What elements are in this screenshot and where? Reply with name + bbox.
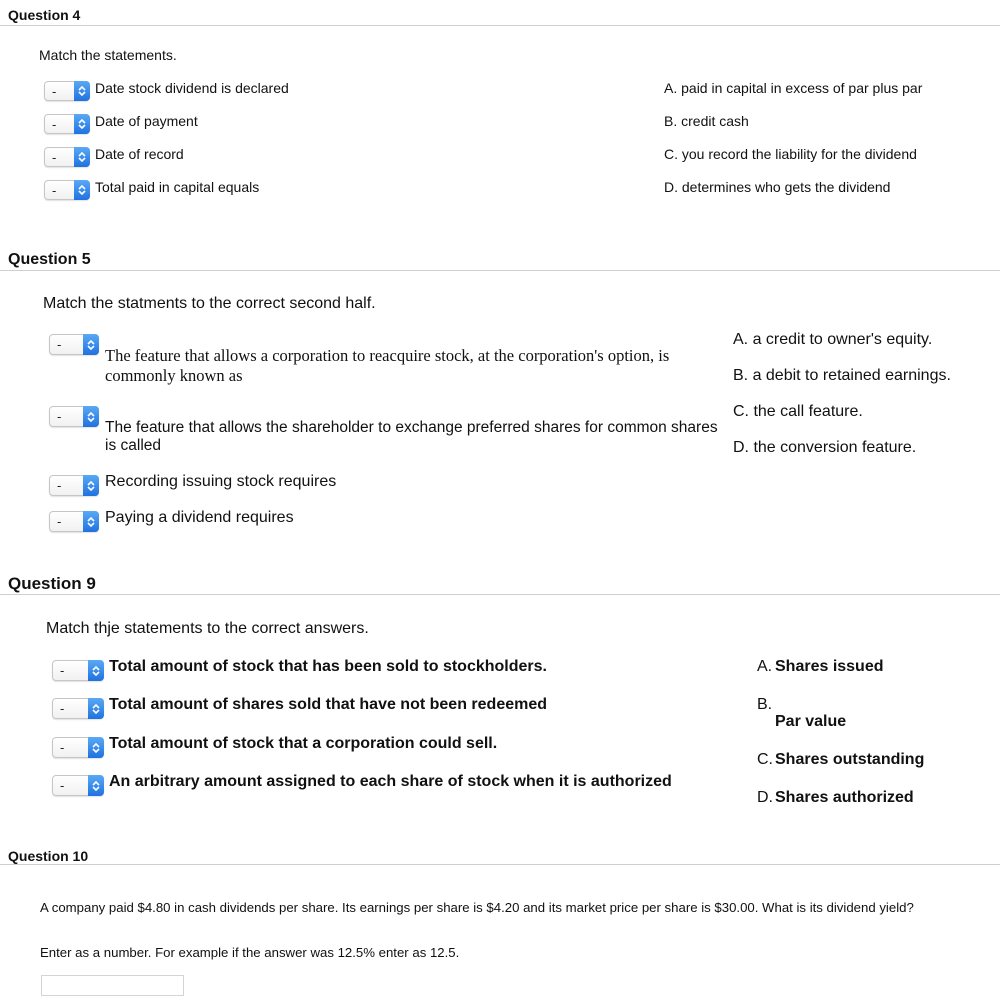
q9-answer-d-letter: D. [757, 789, 773, 806]
select-value: - [57, 514, 62, 529]
question-4-prompt: Match the statements. [39, 47, 177, 63]
select-value: - [60, 663, 65, 678]
chevron-up-down-icon [83, 334, 99, 355]
q4-answer-c: C. you record the liability for the dividend [664, 146, 917, 162]
match-select-q9-3[interactable] [52, 737, 104, 758]
chevron-up-down-icon [74, 147, 90, 167]
q4-statement-2: Date of payment [95, 113, 198, 129]
q5-statement-4: Paying a dividend requires [105, 509, 294, 526]
q4-answer-a: A. paid in capital in excess of par plus par [664, 80, 923, 96]
select-value: - [60, 701, 65, 716]
q5-statement-2-line-2: is called [105, 437, 161, 454]
select-value: - [57, 337, 62, 352]
select-value: - [52, 83, 57, 99]
q9-answer-d: Shares authorized [775, 789, 914, 806]
q4-answer-b: B. credit cash [664, 113, 749, 129]
q9-statement-4: An arbitrary amount assigned to each share of stock when it is authorized [109, 773, 672, 790]
question-5-divider [0, 270, 1000, 271]
q5-statement-3: Recording issuing stock requires [105, 473, 337, 490]
q5-answer-a: A. a credit to owner's equity. [733, 331, 933, 348]
match-select-q4-1[interactable] [44, 81, 90, 101]
chevron-up-down-icon [83, 406, 99, 427]
select-value: - [52, 149, 57, 165]
q9-answer-b-letter: B. [757, 696, 773, 713]
q9-answer-c: Shares outstanding [775, 751, 925, 768]
question-4-divider [0, 25, 1000, 26]
select-value: - [52, 116, 57, 132]
q5-answer-c: C. the call feature. [733, 403, 863, 420]
question-9-prompt: Match thje statements to the correct answers. [46, 620, 369, 637]
question-10-title: Question 10 [8, 848, 89, 864]
q9-statement-1: Total amount of stock that has been sold to stockholders. [109, 658, 547, 675]
q4-statement-3: Date of record [95, 146, 184, 162]
match-select-q5-4[interactable] [49, 511, 99, 532]
q5-answer-d: D. the conversion feature. [733, 439, 917, 456]
match-select-q4-3[interactable] [44, 147, 90, 167]
chevron-up-down-icon [88, 737, 104, 758]
match-select-q9-1[interactable] [52, 660, 104, 681]
question-4-title: Question 4 [8, 7, 81, 23]
match-select-q4-2[interactable] [44, 114, 90, 134]
q9-answer-b: Par value [775, 713, 847, 730]
match-select-q9-4[interactable] [52, 775, 104, 796]
question-5-title: Question 5 [8, 251, 91, 268]
question-10-text: A company paid $4.80 in cash dividends per share. Its earnings per share is $4.20 and its market price per share is $30.00. What is its dividend yield? [40, 900, 914, 915]
chevron-up-down-icon [74, 81, 90, 101]
question-10-instruction: Enter as a number. For example if the answer was 12.5% enter as 12.5. [40, 945, 460, 960]
q9-answer-a-letter: A. [757, 658, 773, 675]
select-value: - [60, 778, 65, 793]
select-value: - [52, 182, 57, 198]
q5-answer-b: B. a debit to retained earnings. [733, 367, 951, 384]
q5-statement-2-line-1: The feature that allows the shareholder to exchange preferred shares for common shares [105, 419, 718, 436]
q9-statement-2: Total amount of shares sold that have not been redeemed [109, 696, 548, 713]
q5-statement-1-line-2: commonly known as [105, 366, 243, 385]
chevron-up-down-icon [88, 660, 104, 681]
chevron-up-down-icon [74, 180, 90, 200]
q9-statement-3: Total amount of stock that a corporation could sell. [109, 735, 498, 752]
chevron-up-down-icon [74, 114, 90, 134]
q5-statement-1-line-1: The feature that allows a corporation to reacquire stock, at the corporation's option, is [105, 346, 670, 365]
q9-answer-c-letter: C. [757, 751, 773, 768]
match-select-q9-2[interactable] [52, 698, 104, 719]
select-value: - [60, 740, 65, 755]
select-value: - [57, 478, 62, 493]
match-select-q5-3[interactable] [49, 475, 99, 496]
select-value: - [57, 409, 62, 424]
question-10-divider [0, 864, 1000, 865]
q4-statement-4: Total paid in capital equals [95, 179, 260, 195]
q4-statement-1: Date stock dividend is declared [95, 80, 289, 96]
match-select-q5-2[interactable] [49, 406, 99, 427]
question-9-title: Question 9 [8, 574, 96, 593]
chevron-up-down-icon [83, 475, 99, 496]
question-9-divider [0, 594, 1000, 595]
chevron-up-down-icon [88, 775, 104, 796]
q4-answer-d: D. determines who gets the dividend [664, 179, 891, 195]
chevron-up-down-icon [83, 511, 99, 532]
answer-input[interactable] [41, 975, 184, 996]
match-select-q5-1[interactable] [49, 334, 99, 355]
chevron-up-down-icon [88, 698, 104, 719]
match-select-q4-4[interactable] [44, 180, 90, 200]
q9-answer-a: Shares issued [775, 658, 884, 675]
question-5-prompt: Match the statments to the correct second half. [43, 295, 376, 312]
